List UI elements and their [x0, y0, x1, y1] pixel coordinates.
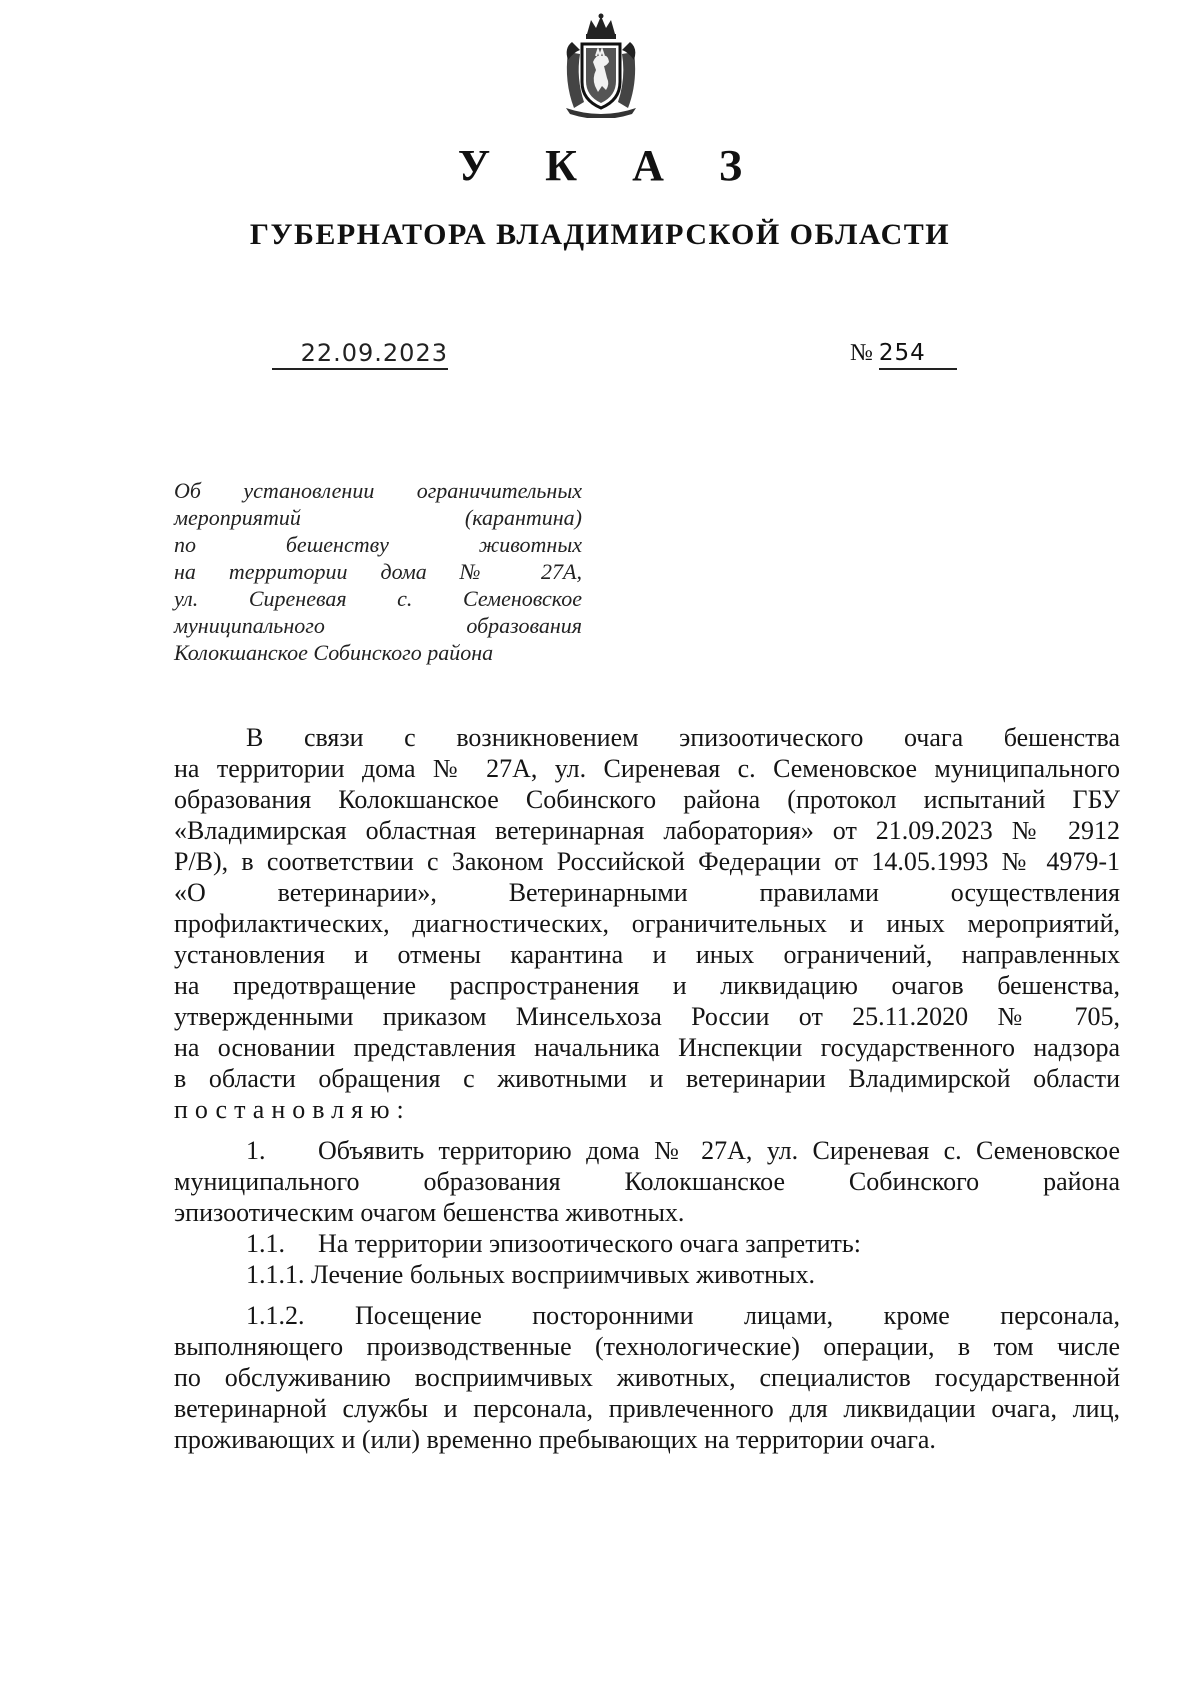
- item-1-1: [174, 1228, 1120, 1259]
- preamble-line: на территории дома № 27А, ул. Сиреневая с. Семеновское муниципального: [174, 754, 1120, 783]
- preamble-line: утвержденными приказом Минсельхоза России от 25.11.2020 № 705,: [174, 1002, 1120, 1031]
- subject-line: Колокшанское Собинского района: [174, 640, 494, 665]
- preamble-paragraph: [174, 722, 1120, 1125]
- item-line: выполняющего производственные (технологические) операции, в том числе: [174, 1332, 1120, 1361]
- preamble-line: Р/В), в соответствии с Законом Российской Федерации от 14.05.1993 № 4979-1: [174, 847, 1120, 876]
- preamble-line: профилактических, диагностических, ограничительных и иных мероприятий,: [174, 909, 1120, 938]
- item-number: 1.: [246, 1136, 266, 1165]
- preamble-line: на предотвращение распространения и ликвидацию очагов бешенства,: [174, 971, 1120, 1000]
- item-line: проживающих и (или) временно пребывающих на территории очага.: [174, 1425, 936, 1454]
- preamble-line: В связи с возникновением эпизоотического очага бешенства: [246, 723, 1120, 752]
- preamble-line: в области обращения с животными и ветеринарии Владимирской области: [174, 1064, 1120, 1093]
- preamble-line: «О ветеринарии», Ветеринарными правилами осуществления: [174, 878, 1120, 907]
- document-subject: [174, 477, 582, 666]
- subject-line: муниципального образования: [174, 613, 582, 638]
- subject-line: Об установлении ограничительных: [174, 478, 582, 503]
- document-date: 22.09.2023: [272, 338, 448, 370]
- document-number-field: [850, 338, 957, 370]
- coat-of-arms-icon: [560, 12, 642, 118]
- document-issuer: ГУБЕРНАТОРА ВЛАДИМИРСКОЙ ОБЛАСТИ: [249, 218, 951, 251]
- item-line: по обслуживанию восприимчивых животных, специалистов государственной: [174, 1363, 1120, 1392]
- item-text: На территории эпизоотического очага запретить:: [318, 1229, 861, 1258]
- decree-word: постановляю:: [174, 1095, 411, 1124]
- item-1-1-1: [174, 1259, 1120, 1290]
- subject-line: мероприятий (карантина): [174, 505, 582, 530]
- item-1-1-2: [174, 1300, 1120, 1455]
- preamble-line: «Владимирская областная ветеринарная лаборатория» от 21.09.2023 № 2912: [174, 816, 1120, 845]
- subject-line: по бешенству животных: [174, 532, 582, 557]
- item-text: Лечение больных восприимчивых животных.: [311, 1260, 816, 1289]
- item-text: Посещение посторонними лицами, кроме персонала,: [355, 1301, 1120, 1330]
- document-type-title: У К А З: [457, 141, 765, 190]
- item-1: [174, 1135, 1120, 1228]
- item-line: ветеринарной службы и персонала, привлеченного для ликвидации очага, лиц,: [174, 1394, 1120, 1423]
- item-text: Объявить территорию дома № 27А, ул. Сиреневая с. Семеновское: [318, 1136, 1120, 1165]
- preamble-line: на основании представления начальника Инспекции государственного надзора: [174, 1033, 1120, 1062]
- document-number: 254: [879, 338, 957, 370]
- item-line: [174, 1259, 1120, 1290]
- item-number: 1.1.2.: [246, 1301, 305, 1330]
- subject-line: ул. Сиреневая с. Семеновское: [174, 586, 582, 611]
- number-sign: №: [850, 340, 873, 366]
- item-number: 1.1.1.: [246, 1260, 305, 1289]
- item-line: [174, 1300, 1120, 1331]
- item-line: [174, 1135, 1120, 1166]
- item-number: 1.1.: [246, 1229, 285, 1258]
- subject-line: на территории дома № 27А,: [174, 559, 582, 584]
- preamble-line: установления и отмены карантина и иных ограничений, направленных: [174, 940, 1120, 969]
- document-body: [174, 722, 1120, 1455]
- item-line: эпизоотическим очагом бешенства животных.: [174, 1198, 685, 1227]
- item-line: [174, 1228, 1120, 1259]
- preamble-line: образования Колокшанское Собинского района (протокол испытаний ГБУ: [174, 785, 1120, 814]
- item-line: муниципального образования Колокшанское Собинского района: [174, 1167, 1120, 1196]
